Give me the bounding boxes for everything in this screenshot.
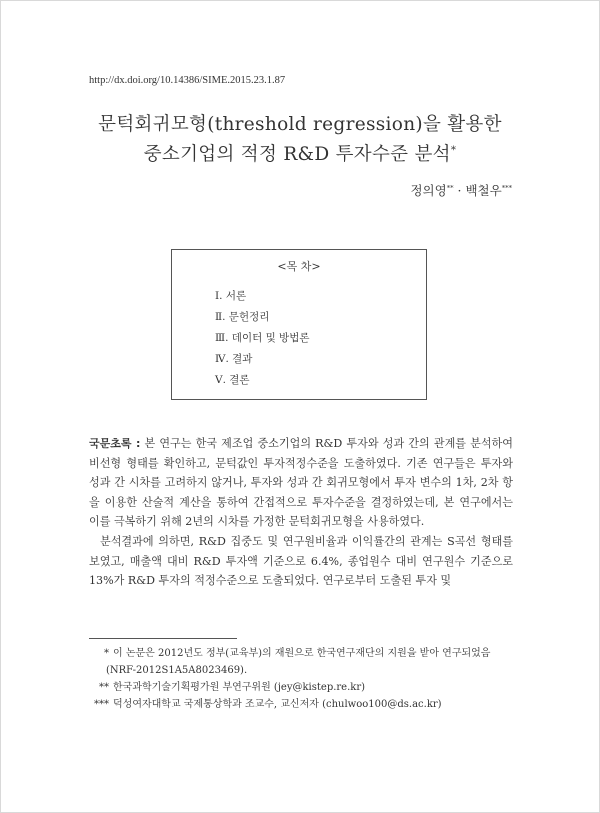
title-line-2 [0, 140, 600, 166]
footnote-text: 덕성여자대학교 국제통상학과 조교수, 교신저자 (chulwoo100@ds.ac.kr) [113, 699, 442, 710]
footnote-funding [89, 645, 514, 679]
footnote-author-2 [89, 696, 514, 713]
footnote-mark: *** [94, 699, 109, 710]
korean-abstract [89, 434, 513, 591]
title-footnote-mark: * [450, 144, 457, 156]
toc-item-introduction: Ⅰ. 서론 [215, 290, 247, 302]
toc-item-data-methods: Ⅲ. 데이터 및 방법론 [215, 332, 310, 344]
title-line-2-text: 중소기업의 적정 R&D 투자수준 분석 [143, 144, 451, 165]
toc-item-results: Ⅳ. 결과 [215, 353, 253, 365]
author-2-name: 백철우 [465, 183, 502, 198]
footnote-text: 한국과학기술기획평가원 부연구위원 (jey@kistep.re.kr) [113, 682, 366, 693]
author-separator: · [453, 183, 466, 198]
abstract-paragraph-1-text: 본 연구는 한국 제조업 중소기업의 R&D 투자와 성과 간의 관계를 분석하여 비선형 형태를 확인하고, 문턱값인 투자적정수준을 도출하였다. 기존 연구들은 투자와 성과 간 시차를 고려하지 않거나, 투자와 성과 간 회귀모형에서 투자 변수의 1차, 2차 항을 이용한 산술적 계산을 통하여 간접적으로 투자수준을 결정하였는데, 본 연구에서는 이를 극복하기 위해 2년의 시차를 가정한 문턱회귀모형을 사용하였다. [89, 437, 514, 529]
footnote-mark: ** [99, 682, 109, 693]
abstract-label: 국문초록 : [89, 437, 141, 450]
toc-heading: <목 차> [277, 260, 321, 273]
author-1-name: 정의영 [410, 183, 447, 198]
table-of-contents [171, 249, 427, 400]
toc-list [215, 286, 309, 391]
footnote-mark: * [104, 648, 109, 659]
footnote-author-1 [89, 679, 514, 696]
abstract-paragraph-1 [89, 434, 513, 532]
toc-item-conclusion: Ⅴ. 결론 [215, 374, 250, 386]
author-line [410, 181, 512, 199]
abstract-paragraph-2: 분석결과에 의하면, R&D 집중도 및 연구원비율과 이익률간의 관계는 S곡선 형태를 보였고, 매출액 대비 R&D 투자액 기준으로 6.4%, 종업원수 대비 연구원수 기준으로 13%가 R&D 투자의 적정수준으로 도출되었다. 연구로부터 도출된 투자 및 [89, 534, 513, 588]
toc-item-literature: Ⅱ. 문헌정리 [215, 311, 270, 323]
author-2-mark: *** [501, 183, 512, 192]
author-1-mark: ** [446, 183, 454, 192]
doi-link[interactable]: http://dx.doi.org/10.14386/SIME.2015.23.1.87 [89, 75, 286, 86]
footnote-divider [89, 638, 237, 639]
footnote-continuation: (NRF-2012S1A5A8023469). [106, 665, 248, 676]
title-line-1: 문턱회귀모형(threshold regression)을 활용한 [98, 114, 502, 135]
footnotes [89, 645, 514, 713]
footnote-text: 이 논문은 2012년도 정부(교육부)의 재원으로 한국연구재단의 지원을 받아 연구되었음 [113, 648, 491, 659]
